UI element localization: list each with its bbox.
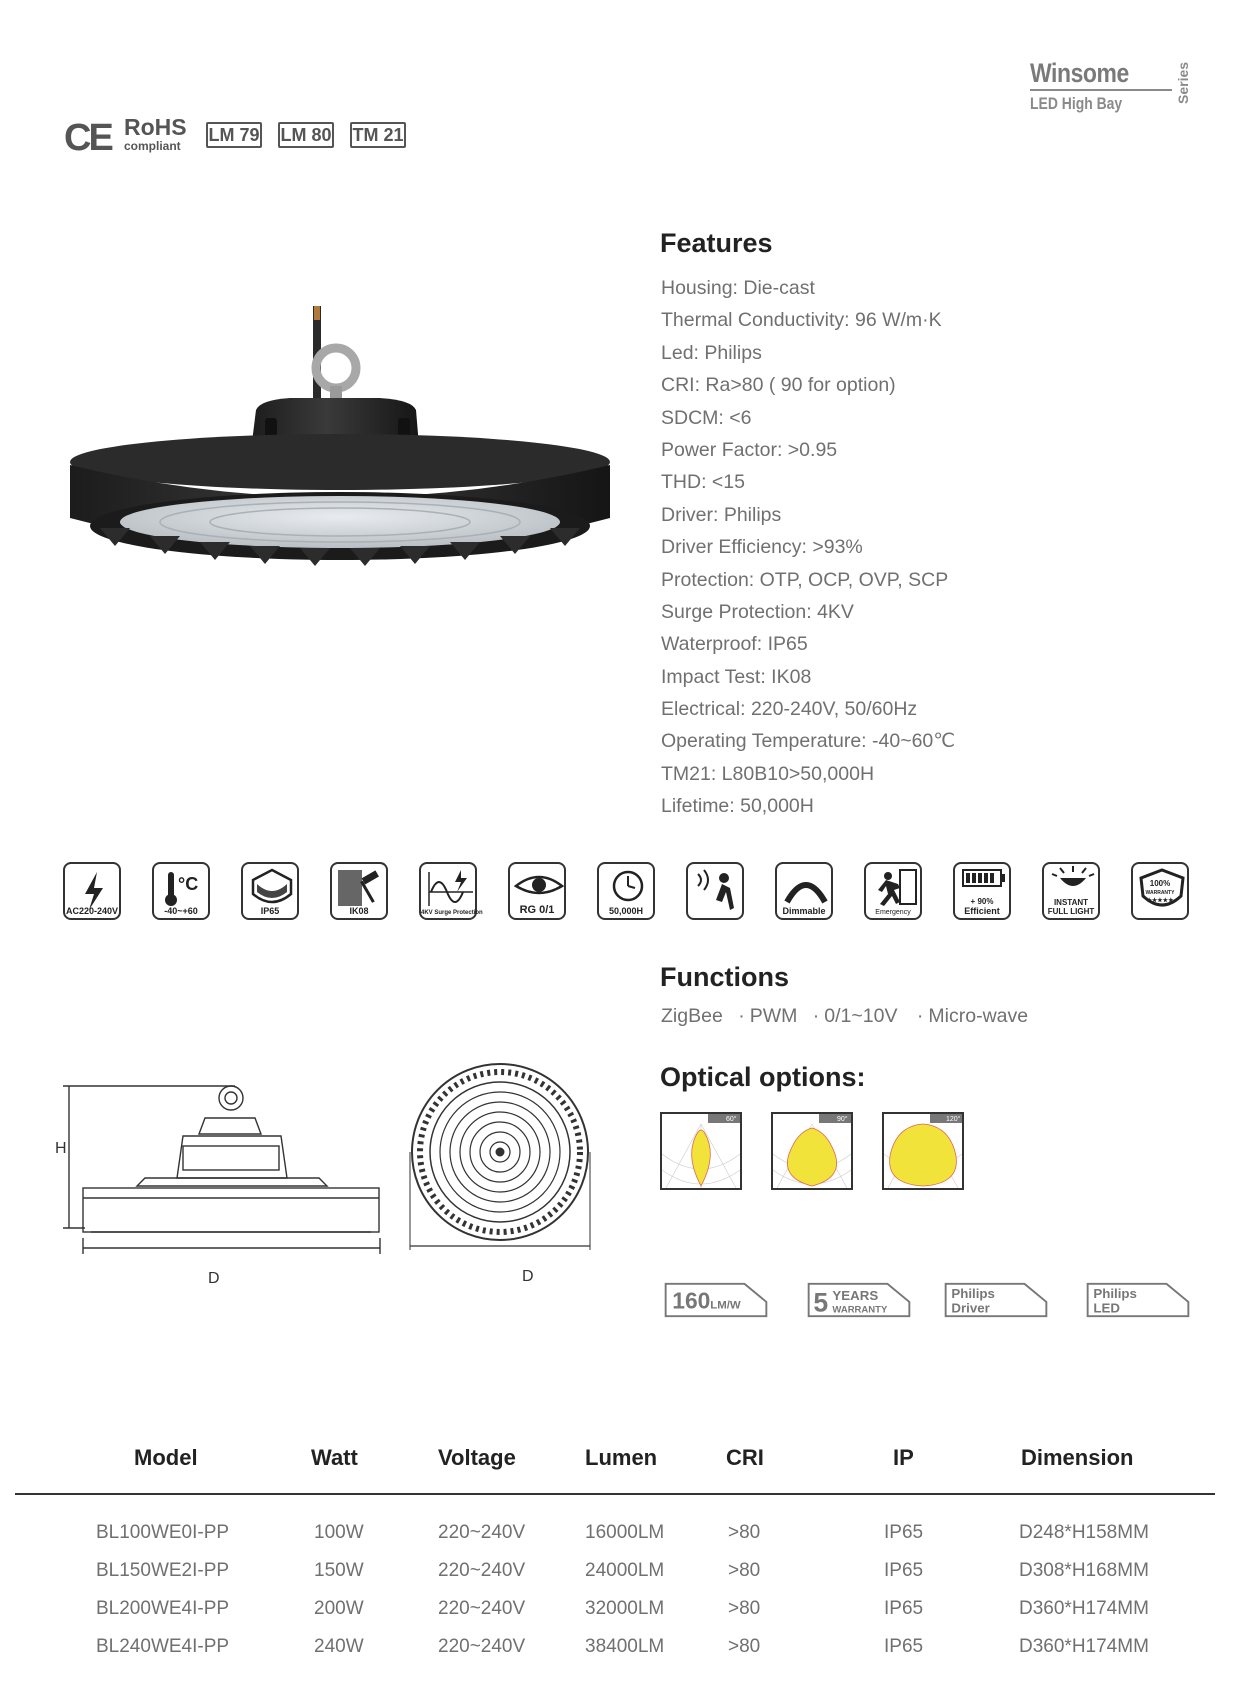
table-cell-cri: >80 — [728, 1636, 761, 1657]
table-cell-voltage: 220~240V — [438, 1636, 526, 1657]
warranty-years-label: YEARS — [832, 1288, 879, 1303]
table-header-ip: IP — [893, 1445, 914, 1470]
efficacy-badge — [660, 1281, 772, 1319]
tm21-badge: TM 21 — [350, 122, 406, 148]
table-cell-dimension: D360*H174MM — [1019, 1598, 1149, 1619]
beam-60-thumbnail[interactable] — [660, 1112, 742, 1190]
table-cell-ip: IP65 — [884, 1636, 924, 1657]
efficacy-unit: LM/W — [710, 1299, 741, 1312]
table-cell-model: BL100WE0I-PP — [96, 1522, 230, 1543]
feature-item: Housing: Die-cast — [661, 277, 815, 299]
feature-item: Protection: OTP, OCP, OVP, SCP — [661, 568, 949, 591]
ip-caption: IP65 — [260, 906, 280, 916]
warranty-caption-a: 100% — [1149, 879, 1171, 888]
ip-shield-icon — [241, 862, 299, 920]
table-cell-lumen: 32000LM — [585, 1598, 665, 1619]
table-cell-model: BL150WE2I-PP — [96, 1560, 230, 1581]
table-cell-model: BL200WE4I-PP — [96, 1598, 230, 1619]
life-caption: 50,000H — [608, 906, 644, 916]
lm80-badge: LM 80 — [278, 122, 334, 148]
feature-item: Led: Philips — [661, 341, 762, 364]
table-cell-watt: 150W — [314, 1560, 364, 1581]
features-list — [661, 272, 955, 823]
feature-item: Electrical: 220-240V, 50/60Hz — [661, 698, 918, 721]
efficient-caption-a: + 90% — [970, 897, 994, 906]
brand-series — [1175, 61, 1195, 114]
side-dimension-drawing — [55, 1078, 395, 1288]
brand-divider — [1030, 89, 1172, 91]
instant-caption-a: INSTANT — [1053, 898, 1089, 907]
brand-subtitle: LED High Bay — [1030, 94, 1123, 113]
table-cell-ip: IP65 — [884, 1560, 924, 1581]
feature-item: SDCM: <6 — [661, 406, 752, 429]
ik-caption: IK08 — [349, 906, 369, 916]
temp-symbol: °C — [178, 874, 199, 894]
table-header-voltage: Voltage — [438, 1445, 516, 1470]
front-dimension-drawing — [405, 1060, 595, 1250]
philips-led-brand: Philips — [1093, 1286, 1137, 1302]
feature-item: Waterproof: IP65 — [661, 633, 808, 656]
table-header-watt: Watt — [311, 1445, 358, 1470]
philips-driver-brand: Philips — [951, 1286, 995, 1302]
eye-icon — [508, 862, 566, 920]
feature-item: THD: <15 — [661, 471, 745, 494]
table-cell-lumen: 16000LM — [585, 1522, 665, 1543]
table-cell-lumen: 38400LM — [585, 1636, 665, 1657]
table-cell-cri: >80 — [728, 1560, 761, 1581]
table-header-dimension: Dimension — [1021, 1445, 1134, 1470]
feature-icon-row — [63, 862, 1197, 922]
warranty-label: WARRANTY — [832, 1304, 888, 1316]
table-cell-dimension: D360*H174MM — [1019, 1636, 1149, 1657]
feature-item: Thermal Conductivity: 96 W/m·K — [661, 309, 942, 332]
beam-60-label: 60° — [726, 1116, 737, 1123]
ce-mark: CE — [64, 117, 111, 159]
feature-item: TM21: L80B10>50,000H — [661, 762, 875, 785]
warranty-shield-icon — [1131, 862, 1189, 920]
function-item: 0/1~10V — [824, 1005, 898, 1027]
motion-sensor-icon — [686, 862, 744, 920]
table-cell-ip: IP65 — [884, 1522, 924, 1543]
table-cell-cri: >80 — [728, 1598, 761, 1619]
table-cell-dimension: D308*H168MM — [1019, 1560, 1149, 1581]
philips-driver-badge — [940, 1281, 1052, 1319]
table-header-lumen: Lumen — [585, 1445, 658, 1470]
feature-item: Impact Test: IK08 — [661, 665, 812, 688]
functions-title: Functions — [660, 962, 789, 992]
table-cell-ip: IP65 — [884, 1598, 924, 1619]
table-cell-voltage: 220~240V — [438, 1560, 526, 1581]
function-item: PWM — [749, 1005, 798, 1027]
table-cell-watt: 200W — [314, 1598, 364, 1619]
table-cell-voltage: 220~240V — [438, 1598, 526, 1619]
table-cell-cri: >80 — [728, 1522, 761, 1543]
instant-light-icon — [1042, 862, 1100, 920]
diameter-label-front: D — [522, 1268, 534, 1285]
clock-icon — [597, 862, 655, 920]
table-cell-lumen: 24000LM — [585, 1560, 665, 1581]
warranty-caption-b: WARRANTY — [1145, 890, 1175, 896]
instant-caption-b: FULL LIGHT — [1047, 907, 1095, 916]
brand-name: Winsome — [1030, 58, 1129, 88]
dimmable-caption: Dimmable — [782, 906, 826, 916]
table-cell-dimension: D248*H158MM — [1019, 1522, 1149, 1543]
impact-hammer-icon — [330, 862, 388, 920]
product-image — [60, 300, 620, 610]
surge-caption-a: 4KV — [421, 910, 433, 916]
height-label: H — [55, 1140, 67, 1157]
surge-caption-b: Surge Protection — [434, 910, 483, 916]
warranty-badge — [803, 1281, 915, 1319]
dimmable-icon — [775, 862, 833, 920]
table-header-model: Model — [134, 1445, 198, 1470]
feature-item: Power Factor: >0.95 — [661, 438, 838, 461]
temp-caption: -40~+60 — [164, 906, 198, 916]
optical-options-title: Optical options: — [660, 1062, 866, 1092]
lightning-icon — [63, 862, 121, 920]
philips-driver-label: Driver — [951, 1300, 990, 1316]
table-header-cri: CRI — [726, 1445, 764, 1470]
function-item: Micro-wave — [928, 1005, 1029, 1027]
rg-caption: RG 0/1 — [519, 904, 555, 916]
efficacy-value: 160 — [672, 1287, 711, 1314]
feature-item: CRI: Ra>80 ( 90 for option) — [661, 374, 896, 397]
beam-120-label: 120° — [946, 1116, 961, 1123]
rohs-mark — [124, 116, 187, 152]
warranty-caption-c: ★★★★★ — [1146, 898, 1174, 904]
efficient-caption-b: Efficient — [964, 906, 1000, 916]
brand-series-label: Series — [1175, 61, 1191, 104]
table-cell-voltage: 220~240V — [438, 1522, 526, 1543]
voltage-caption: AC220-240V — [65, 906, 119, 916]
feature-item: Lifetime: 50,000H — [661, 795, 814, 818]
warranty-years-number: 5 — [813, 1287, 829, 1318]
feature-item: Surge Protection: 4KV — [661, 600, 854, 623]
diameter-label-side: D — [208, 1270, 220, 1287]
feature-item: Driver Efficiency: >93% — [661, 536, 863, 559]
surge-wave-icon — [419, 862, 483, 920]
function-item: ZigBee — [661, 1005, 723, 1027]
beam-90-label: 90° — [837, 1116, 848, 1123]
philips-led-label: LED — [1093, 1300, 1120, 1316]
philips-led-badge — [1082, 1281, 1194, 1319]
lm79-badge: LM 79 — [206, 122, 262, 148]
emergency-caption: Emergency — [875, 909, 911, 916]
emergency-exit-icon — [864, 862, 922, 920]
feature-item: Driver: Philips — [661, 503, 782, 526]
rohs-label: RoHS — [124, 114, 187, 140]
thermometer-icon — [152, 862, 210, 920]
table-cell-watt: 100W — [314, 1522, 364, 1543]
features-title: Features — [660, 228, 773, 258]
beam-120-thumbnail[interactable] — [882, 1112, 964, 1190]
beam-90-thumbnail[interactable] — [771, 1112, 853, 1190]
battery-efficiency-icon — [953, 862, 1011, 920]
table-cell-model: BL240WE4I-PP — [96, 1636, 230, 1657]
functions-list: ZigBee · PWM · 0/1~10V · Micro-wave — [661, 1005, 1029, 1027]
feature-item: Operating Temperature: -40~60℃ — [661, 730, 956, 753]
rohs-sub-label: compliant — [124, 139, 181, 153]
table-header-divider — [15, 1493, 1215, 1495]
table-cell-watt: 240W — [314, 1636, 364, 1657]
